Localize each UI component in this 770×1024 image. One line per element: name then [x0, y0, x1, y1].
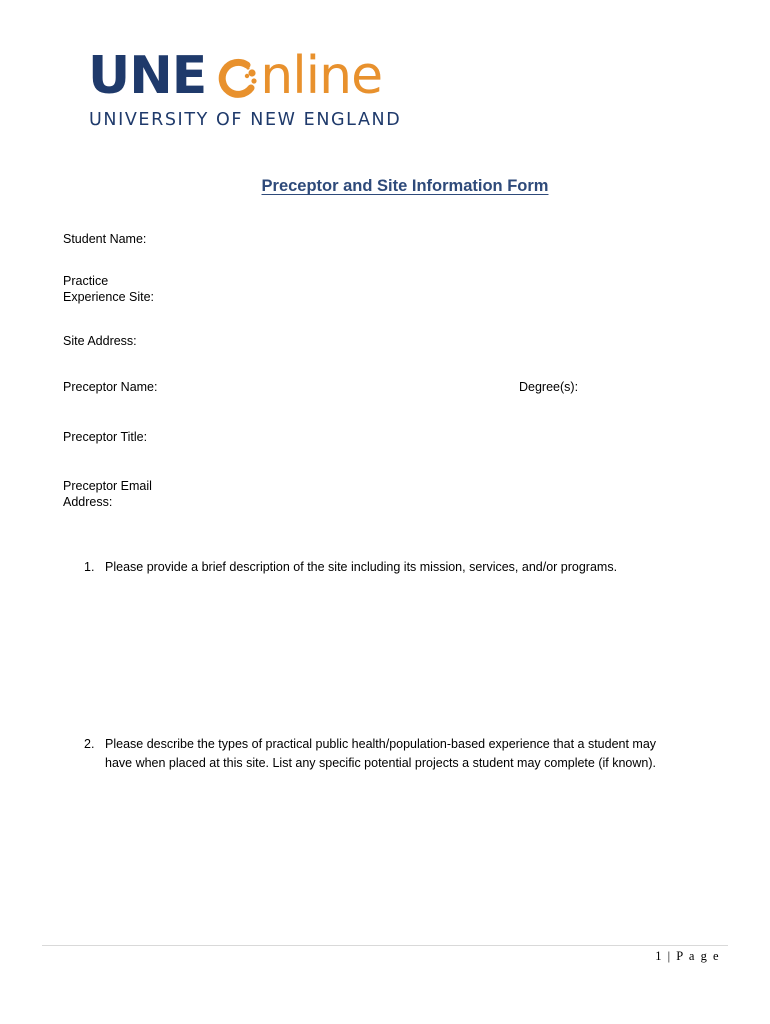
une-online-logo — [88, 46, 418, 136]
question-1-text: Please provide a brief description of the site including its mission, services, and/or programs. — [105, 560, 618, 574]
preceptor-title-label: Preceptor Title: — [63, 430, 148, 444]
question-1-number: 1. — [84, 560, 95, 574]
form-title — [0, 177, 770, 196]
preceptor-email-label-line1: Preceptor Email — [63, 479, 152, 493]
question-2 — [84, 735, 664, 772]
question-2-number: 2. — [84, 737, 95, 751]
logo-university-name: UNIVERSITY OF NEW ENGLAND — [89, 110, 402, 130]
degrees-label: Degree(s): — [519, 380, 579, 394]
logo-online — [218, 46, 382, 106]
footer-divider — [42, 945, 728, 946]
logo-o-orbit-icon — [218, 46, 260, 106]
practice-site-label-line2: Experience Site: — [63, 290, 155, 304]
logo-wordmark — [88, 46, 382, 106]
page-number: 1 — [655, 949, 664, 963]
student-name-label: Student Name: — [63, 232, 147, 246]
question-1 — [84, 558, 684, 577]
logo-une-text: UNE — [88, 46, 207, 106]
page-separator: | — [667, 949, 672, 963]
footer-page-number — [655, 949, 720, 964]
site-address-label: Site Address: — [63, 334, 137, 348]
form-title-text: Preceptor and Site Information Form — [261, 177, 549, 195]
practice-site-label-line1: Practice — [63, 274, 109, 288]
logo-online-text: nline — [260, 46, 383, 106]
page-label: P a g e — [676, 949, 720, 963]
question-2-text: Please describe the types of practical public health/population-based experience that a student may have when placed at this site. List any specific potential projects a student may complete (if known). — [105, 737, 657, 770]
preceptor-name-label: Preceptor Name: — [63, 380, 158, 394]
preceptor-email-label-line2: Address: — [63, 495, 113, 509]
